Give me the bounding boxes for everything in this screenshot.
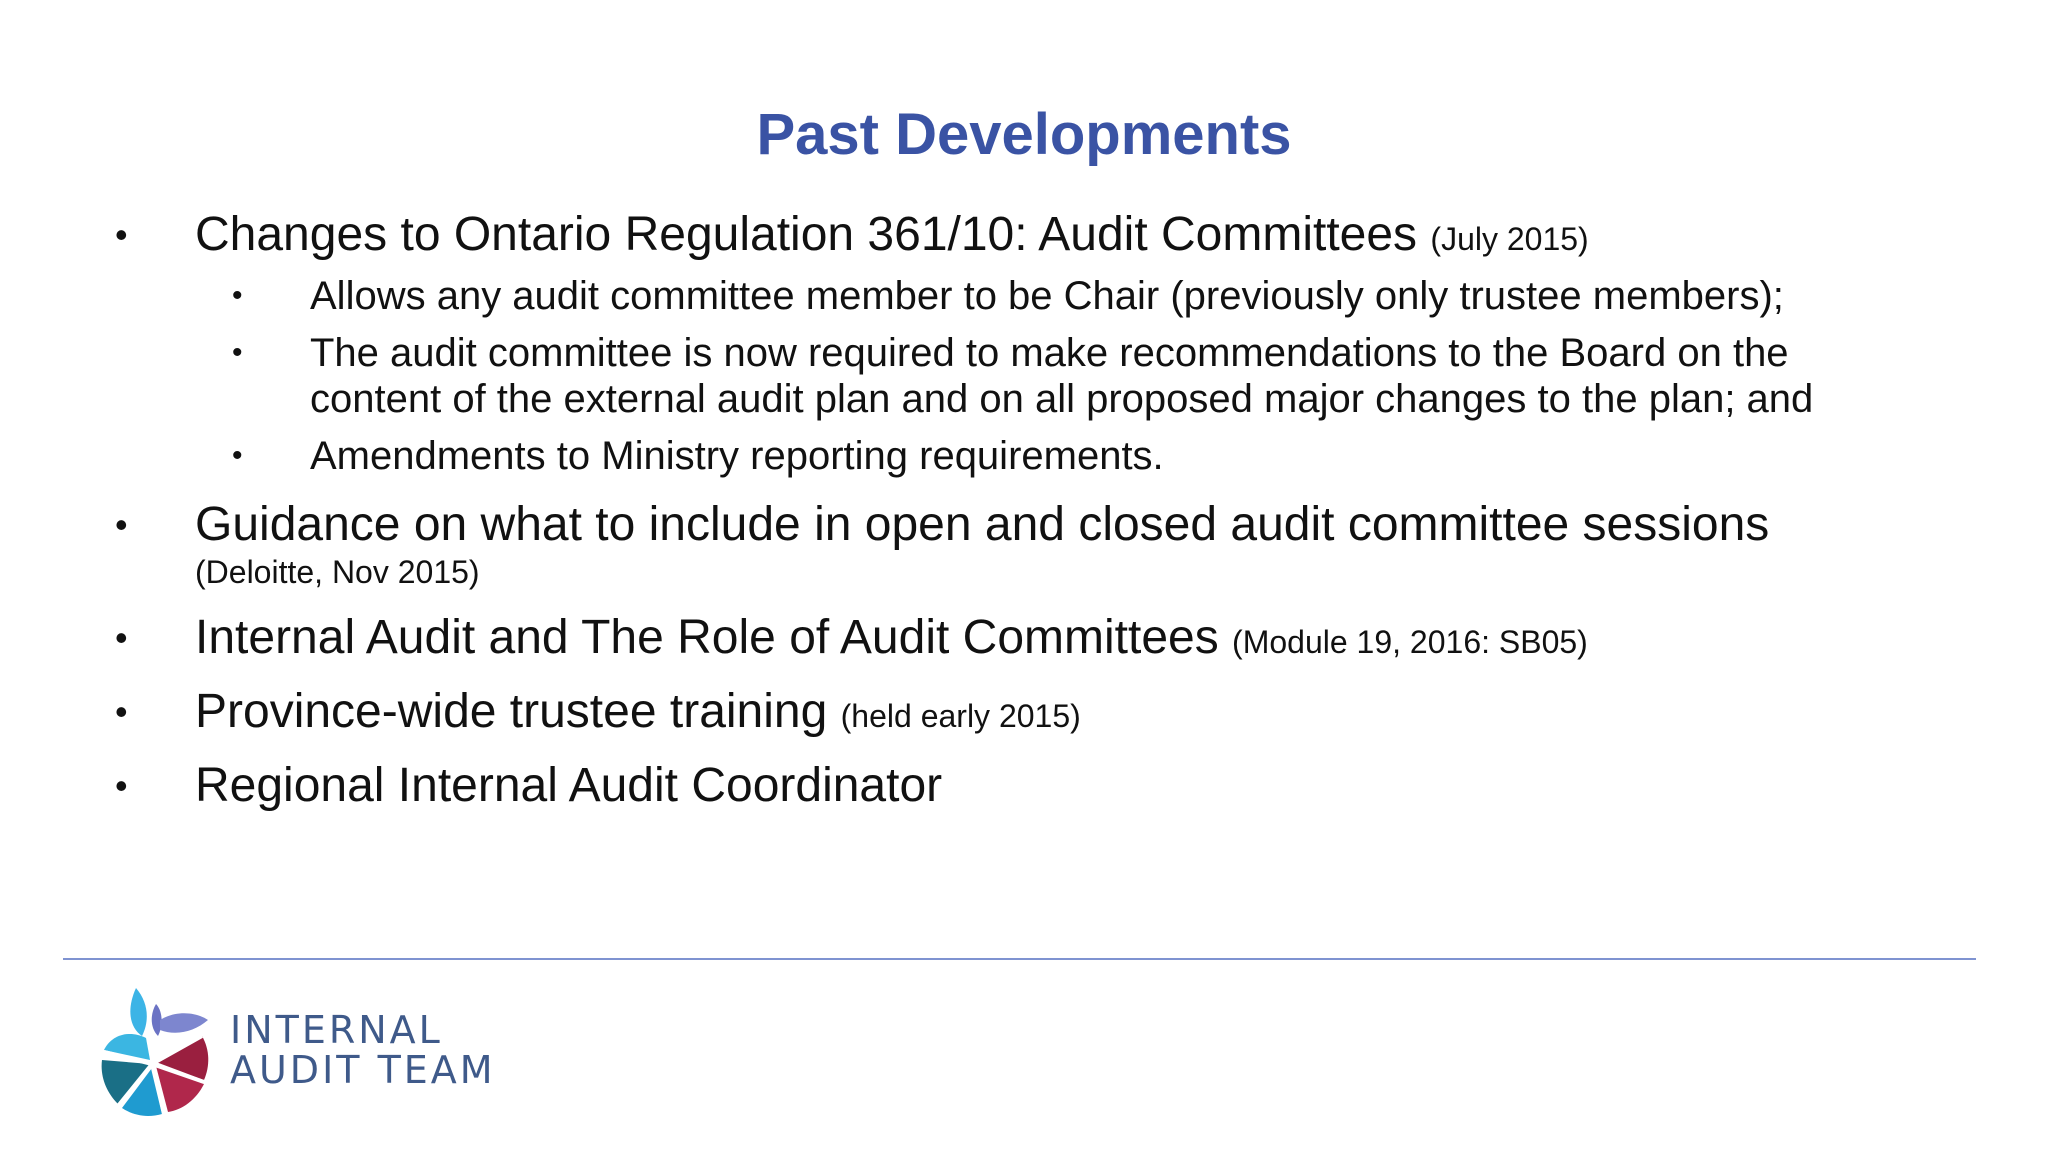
internal-audit-team-logo-icon [98, 980, 218, 1120]
bullet-dot: • [115, 691, 128, 732]
bullet-item [115, 206, 1975, 268]
bullet-text: Internal Audit and The Role of Audit Committees [195, 611, 1219, 664]
logo-line-2: AUDIT TEAM [230, 1048, 496, 1092]
bullet-dot: • [115, 214, 128, 255]
bullet-dot: • [115, 617, 128, 658]
sub-bullet-dot: • [232, 439, 243, 472]
slide-title: Past Developments [756, 102, 1292, 167]
bullet-note: (July 2015) [1430, 221, 1589, 257]
bullet-text: Regional Internal Audit Coordinator [195, 759, 943, 812]
bullet-note: (Module 19, 2016: SB05) [1232, 624, 1588, 660]
sub-bullet-dot: • [232, 336, 243, 369]
footer-divider [63, 958, 1976, 960]
sub-bullet-item [232, 433, 2010, 479]
bullet-note: (Deloitte, Nov 2015) [195, 554, 480, 590]
bullet-dot: • [115, 765, 128, 806]
bullet-dot: • [115, 504, 128, 545]
bullet-item [115, 496, 1975, 590]
sub-bullet-text: The audit committee is now required to make recommendations to the Board on the content of the external audit plan and on all proposed major changes to the plan; and [310, 331, 1814, 421]
bullet-note: (held early 2015) [840, 698, 1081, 734]
sub-bullet-item [232, 330, 1930, 422]
bullet-text: Guidance on what to include in open and closed audit committee sessions [195, 498, 1770, 551]
bullet-item [115, 757, 1975, 815]
sub-bullet-text: Amendments to Ministry reporting requirements. [310, 434, 1164, 478]
bullet-item [115, 609, 1975, 671]
internal-audit-team-logo [98, 980, 498, 1130]
sub-bullet-dot: • [232, 279, 243, 312]
sub-bullet-text: Allows any audit committee member to be Chair (previously only trustee members); [310, 274, 1784, 318]
logo-wordmark [230, 1010, 496, 1090]
bullet-text: Province-wide trustee training [195, 685, 828, 738]
bullet-text: Changes to Ontario Regulation 361/10: Audit Committees [195, 208, 1418, 261]
sub-bullet-item [232, 273, 2010, 319]
logo-line-1: INTERNAL [230, 1008, 443, 1052]
bullet-item [115, 683, 1975, 745]
